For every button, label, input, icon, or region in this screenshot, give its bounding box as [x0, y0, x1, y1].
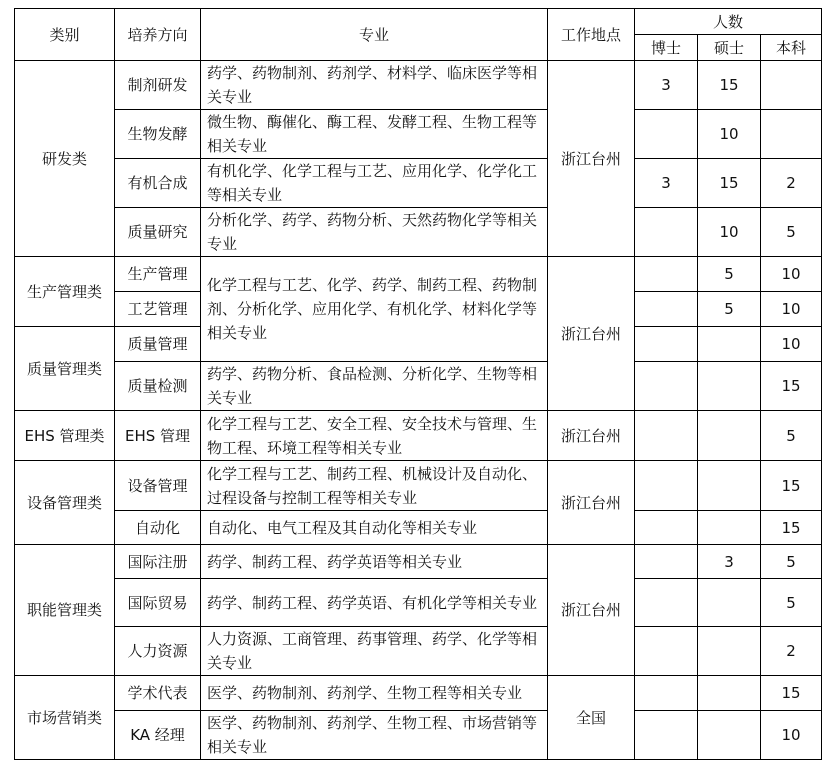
phd-cell: 3 — [635, 61, 698, 110]
bachelor-cell: 10 — [761, 327, 822, 362]
phd-cell — [635, 461, 698, 511]
major-cell: 人力资源、工商管理、药事管理、药学、化学等相关专业 — [201, 627, 548, 676]
category-cell: 设备管理类 — [15, 461, 115, 545]
header-category: 类别 — [15, 9, 115, 61]
direction-cell: 国际注册 — [115, 545, 201, 579]
location-cell: 浙江台州 — [548, 461, 635, 545]
table-row — [15, 362, 822, 411]
phd-cell — [635, 545, 698, 579]
master-cell — [698, 511, 761, 545]
phd-cell — [635, 511, 698, 545]
table-row — [15, 257, 822, 292]
major-cell: 化学工程与工艺、化学、药学、制药工程、药物制剂、分析化学、应用化学、有机化学、材料化学等相关专业 — [201, 257, 548, 362]
direction-cell: 生物发酵 — [115, 110, 201, 159]
bachelor-cell — [761, 110, 822, 159]
header-headcount: 人数 — [635, 9, 822, 35]
bachelor-cell: 5 — [761, 545, 822, 579]
table-row — [15, 511, 822, 545]
header-row — [15, 9, 822, 35]
phd-cell — [635, 627, 698, 676]
category-cell: 研发类 — [15, 61, 115, 257]
master-cell — [698, 461, 761, 511]
direction-cell: 设备管理 — [115, 461, 201, 511]
bachelor-cell: 15 — [761, 676, 822, 711]
major-cell: 化学工程与工艺、制药工程、机械设计及自动化、过程设备与控制工程等相关专业 — [201, 461, 548, 511]
major-cell: 化学工程与工艺、安全工程、安全技术与管理、生物工程、环境工程等相关专业 — [201, 411, 548, 461]
bachelor-cell: 2 — [761, 159, 822, 208]
bachelor-cell: 10 — [761, 292, 822, 327]
category-cell: 职能管理类 — [15, 545, 115, 676]
bachelor-cell: 5 — [761, 411, 822, 461]
table-row — [15, 110, 822, 159]
major-cell: 药学、制药工程、药学英语、有机化学等相关专业 — [201, 579, 548, 627]
bachelor-cell: 15 — [761, 511, 822, 545]
phd-cell — [635, 110, 698, 159]
direction-cell: 有机合成 — [115, 159, 201, 208]
table-row — [15, 579, 822, 627]
phd-cell — [635, 411, 698, 461]
recruitment-table — [14, 8, 822, 760]
major-cell: 医学、药物制剂、药剂学、生物工程、市场营销等相关专业 — [201, 711, 548, 760]
header-location: 工作地点 — [548, 9, 635, 61]
category-cell: 生产管理类 — [15, 257, 115, 327]
category-cell: 质量管理类 — [15, 327, 115, 411]
direction-cell: 质量研究 — [115, 208, 201, 257]
bachelor-cell: 15 — [761, 461, 822, 511]
table-row — [15, 676, 822, 711]
major-cell: 有机化学、化学工程与工艺、应用化学、化学化工等相关专业 — [201, 159, 548, 208]
location-cell: 浙江台州 — [548, 61, 635, 257]
header-direction: 培养方向 — [115, 9, 201, 61]
major-cell: 分析化学、药学、药物分析、天然药物化学等相关专业 — [201, 208, 548, 257]
table-row — [15, 411, 822, 461]
bachelor-cell: 5 — [761, 579, 822, 627]
table-row — [15, 545, 822, 579]
direction-cell: 质量检测 — [115, 362, 201, 411]
category-cell: 市场营销类 — [15, 676, 115, 760]
table-row — [15, 208, 822, 257]
master-cell — [698, 676, 761, 711]
major-cell: 药学、药物制剂、药剂学、材料学、临床医学等相关专业 — [201, 61, 548, 110]
direction-cell: 人力资源 — [115, 627, 201, 676]
phd-cell — [635, 292, 698, 327]
bachelor-cell: 10 — [761, 257, 822, 292]
bachelor-cell — [761, 61, 822, 110]
master-cell: 15 — [698, 159, 761, 208]
direction-cell: 国际贸易 — [115, 579, 201, 627]
master-cell — [698, 327, 761, 362]
location-cell: 浙江台州 — [548, 257, 635, 411]
master-cell: 5 — [698, 257, 761, 292]
direction-cell: EHS 管理 — [115, 411, 201, 461]
direction-cell: 自动化 — [115, 511, 201, 545]
direction-cell: KA 经理 — [115, 711, 201, 760]
header-bachelor: 本科 — [761, 35, 822, 61]
direction-cell: 质量管理 — [115, 327, 201, 362]
location-cell: 浙江台州 — [548, 411, 635, 461]
phd-cell — [635, 676, 698, 711]
master-cell — [698, 411, 761, 461]
major-cell: 自动化、电气工程及其自动化等相关专业 — [201, 511, 548, 545]
master-cell — [698, 627, 761, 676]
master-cell — [698, 579, 761, 627]
bachelor-cell: 15 — [761, 362, 822, 411]
master-cell — [698, 711, 761, 760]
location-cell: 全国 — [548, 676, 635, 760]
direction-cell: 生产管理 — [115, 257, 201, 292]
header-master: 硕士 — [698, 35, 761, 61]
direction-cell: 学术代表 — [115, 676, 201, 711]
phd-cell — [635, 208, 698, 257]
table-row — [15, 711, 822, 760]
phd-cell: 3 — [635, 159, 698, 208]
master-cell: 3 — [698, 545, 761, 579]
major-cell: 微生物、酶催化、酶工程、发酵工程、生物工程等相关专业 — [201, 110, 548, 159]
master-cell: 5 — [698, 292, 761, 327]
master-cell: 10 — [698, 208, 761, 257]
master-cell: 15 — [698, 61, 761, 110]
table-row — [15, 61, 822, 110]
bachelor-cell: 10 — [761, 711, 822, 760]
category-cell: EHS 管理类 — [15, 411, 115, 461]
phd-cell — [635, 579, 698, 627]
direction-cell: 制剂研发 — [115, 61, 201, 110]
header-phd: 博士 — [635, 35, 698, 61]
major-cell: 医学、药物制剂、药剂学、生物工程等相关专业 — [201, 676, 548, 711]
phd-cell — [635, 362, 698, 411]
direction-cell: 工艺管理 — [115, 292, 201, 327]
phd-cell — [635, 257, 698, 292]
major-cell: 药学、药物分析、食品检测、分析化学、生物等相关专业 — [201, 362, 548, 411]
major-cell: 药学、制药工程、药学英语等相关专业 — [201, 545, 548, 579]
header-major: 专业 — [201, 9, 548, 61]
bachelor-cell: 5 — [761, 208, 822, 257]
bachelor-cell: 2 — [761, 627, 822, 676]
location-cell: 浙江台州 — [548, 545, 635, 676]
table-row — [15, 627, 822, 676]
table-row — [15, 461, 822, 511]
table-row — [15, 159, 822, 208]
phd-cell — [635, 327, 698, 362]
master-cell: 10 — [698, 110, 761, 159]
phd-cell — [635, 711, 698, 760]
master-cell — [698, 362, 761, 411]
